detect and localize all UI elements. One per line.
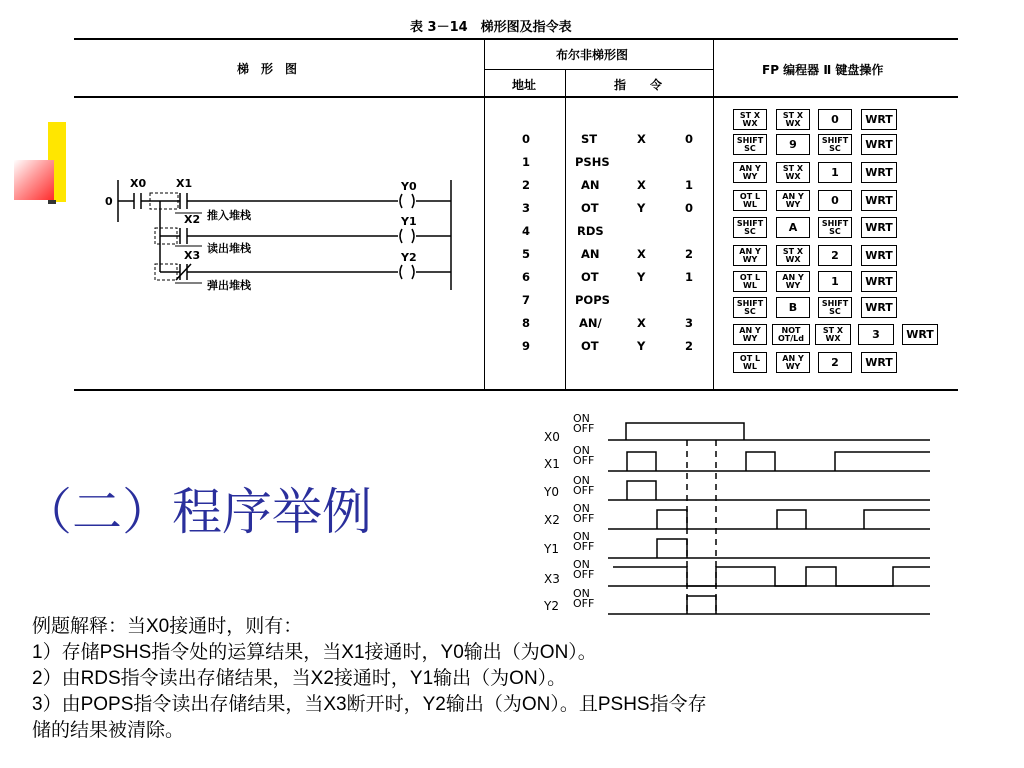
coil-y2-label: Y2 [401, 251, 417, 264]
header-keyboard: FP 编程器 Ⅱ 键盘操作 [762, 63, 884, 77]
opcode-cell: ST [581, 132, 598, 146]
signal-label: X3 [544, 572, 560, 586]
opcode-cell: RDS [577, 224, 604, 238]
number-cell: 1 [685, 178, 694, 192]
signal-label: Y2 [544, 599, 559, 613]
key-cap: WRT [861, 245, 897, 266]
device-cell: X [637, 132, 646, 146]
coil-y0-label: Y0 [401, 180, 417, 193]
number-cell: 1 [685, 270, 694, 284]
address-cell: 1 [522, 155, 531, 169]
key-cap: WRT [861, 134, 897, 155]
key-cap: AN Y WY [776, 352, 810, 373]
opcode-cell: AN/ [579, 316, 602, 330]
opcode-cell: PSHS [575, 155, 610, 169]
key-cap: SHIFT SC [818, 134, 852, 155]
explanation-line: 储的结果被清除。 [32, 720, 185, 741]
number-cell: 2 [685, 247, 694, 261]
key-cap: B [776, 297, 810, 318]
on-label: ON [573, 444, 590, 457]
explanation-line: 例题解释：当X0接通时，则有： [32, 616, 303, 637]
off-label: OFF [573, 422, 595, 435]
off-label: OFF [573, 597, 595, 610]
signal-label: Y0 [544, 485, 559, 499]
device-cell: X [637, 178, 646, 192]
key-cap: SHIFT SC [818, 217, 852, 238]
key-cap: WRT [861, 109, 897, 130]
key-cap: ST X WX [815, 324, 851, 345]
key-cap: WRT [861, 297, 897, 318]
opcode-cell: OT [581, 270, 599, 284]
contact-x3-label: X3 [184, 249, 201, 262]
key-cap: AN Y WY [776, 271, 810, 292]
key-cap: OT L WL [733, 190, 767, 211]
header-address: 地址 [512, 78, 537, 92]
explanation-line: 3）由POPS指令读出存储结果，当X3断开时，Y2输出（为ON）。且PSHS指令存 [32, 694, 707, 715]
key-cap: AN Y WY [733, 324, 767, 345]
explanation-line: 2）由RDS指令读出存储结果，当X2接通时，Y1输出（为ON）。 [32, 668, 567, 689]
address-cell: 6 [522, 270, 531, 284]
address-cell: 7 [522, 293, 531, 307]
off-label: OFF [573, 568, 595, 581]
address-cell: 4 [522, 224, 531, 238]
key-cap: 0 [818, 109, 852, 130]
device-cell: Y [637, 201, 646, 215]
device-cell: Y [637, 339, 646, 353]
key-cap: OT L WL [733, 352, 767, 373]
key-cap: SHIFT SC [818, 297, 852, 318]
on-label: ON [573, 530, 590, 543]
device-cell: X [637, 247, 646, 261]
address-cell: 9 [522, 339, 531, 353]
key-cap: A [776, 217, 810, 238]
signal-label: X0 [544, 430, 560, 444]
explanation-text [32, 614, 707, 744]
address-cell: 3 [522, 201, 531, 215]
ladder-step-number: 0 [105, 195, 113, 208]
key-cap: WRT [861, 271, 897, 292]
on-label: ON [573, 474, 590, 487]
contact-x0-label: X0 [130, 177, 147, 190]
address-cell: 2 [522, 178, 531, 192]
key-cap: SHIFT SC [733, 297, 767, 318]
pop-stack-label: 弹出堆栈 [207, 279, 251, 292]
contact-x1-label: X1 [176, 177, 193, 190]
key-cap: OT L WL [733, 271, 767, 292]
key-cap: AN Y WY [776, 190, 810, 211]
key-cap: 1 [818, 162, 852, 183]
on-label: ON [573, 502, 590, 515]
off-label: OFF [573, 540, 595, 553]
opcode-cell: AN [581, 178, 600, 192]
push-stack-label: 推入堆栈 [207, 209, 251, 222]
opcode-cell: AN [581, 247, 600, 261]
key-cap: WRT [861, 162, 897, 183]
contact-x2-label: X2 [184, 213, 201, 226]
key-cap: 1 [818, 271, 852, 292]
opcode-cell: OT [581, 201, 599, 215]
number-cell: 0 [685, 201, 694, 215]
address-cell: 8 [522, 316, 531, 330]
header-ladder: 梯 形 图 [237, 62, 298, 76]
key-cap: 0 [818, 190, 852, 211]
read-stack-label: 读出堆栈 [207, 242, 251, 255]
address-cell: 0 [522, 132, 531, 146]
key-cap: ST X WX [776, 109, 810, 130]
opcode-cell: POPS [575, 293, 610, 307]
on-label: ON [573, 587, 590, 600]
number-cell: 0 [685, 132, 694, 146]
key-cap: SHIFT SC [733, 217, 767, 238]
key-cap: WRT [902, 324, 938, 345]
on-label: ON [573, 412, 590, 425]
key-cap: AN Y WY [733, 245, 767, 266]
key-cap: ST X WX [733, 109, 767, 130]
off-label: OFF [573, 454, 595, 467]
key-cap: 2 [818, 245, 852, 266]
signal-label: X1 [544, 457, 560, 471]
key-cap: WRT [861, 217, 897, 238]
number-cell: 2 [685, 339, 694, 353]
header-instruction: 指 令 [614, 78, 663, 92]
key-cap: SHIFT SC [733, 134, 767, 155]
table-caption: 表 3－14 梯形图及指令表 [410, 20, 572, 35]
key-cap: ST X WX [776, 245, 810, 266]
key-cap: NOT OT/Ld [772, 324, 810, 345]
coil-y1-label: Y1 [401, 215, 417, 228]
key-cap: WRT [861, 352, 897, 373]
opcode-cell: OT [581, 339, 599, 353]
off-label: OFF [573, 484, 595, 497]
signal-label: Y1 [544, 542, 559, 556]
device-cell: X [637, 316, 646, 330]
signal-label: X2 [544, 513, 560, 527]
key-cap: WRT [861, 190, 897, 211]
device-cell: Y [637, 270, 646, 284]
explanation-line: 1）存储PSHS指令处的运算结果，当X1接通时，Y0输出（为ON）。 [32, 642, 597, 663]
off-label: OFF [573, 512, 595, 525]
on-label: ON [573, 558, 590, 571]
number-cell: 3 [685, 316, 694, 330]
key-cap: 2 [818, 352, 852, 373]
address-cell: 5 [522, 247, 531, 261]
key-cap: AN Y WY [733, 162, 767, 183]
key-cap: ST X WX [776, 162, 810, 183]
section-subtitle: （二）程序举例 [22, 483, 372, 541]
key-cap: 3 [858, 324, 894, 345]
key-cap: 9 [776, 134, 810, 155]
header-boolean: 布尔非梯形图 [556, 48, 629, 62]
